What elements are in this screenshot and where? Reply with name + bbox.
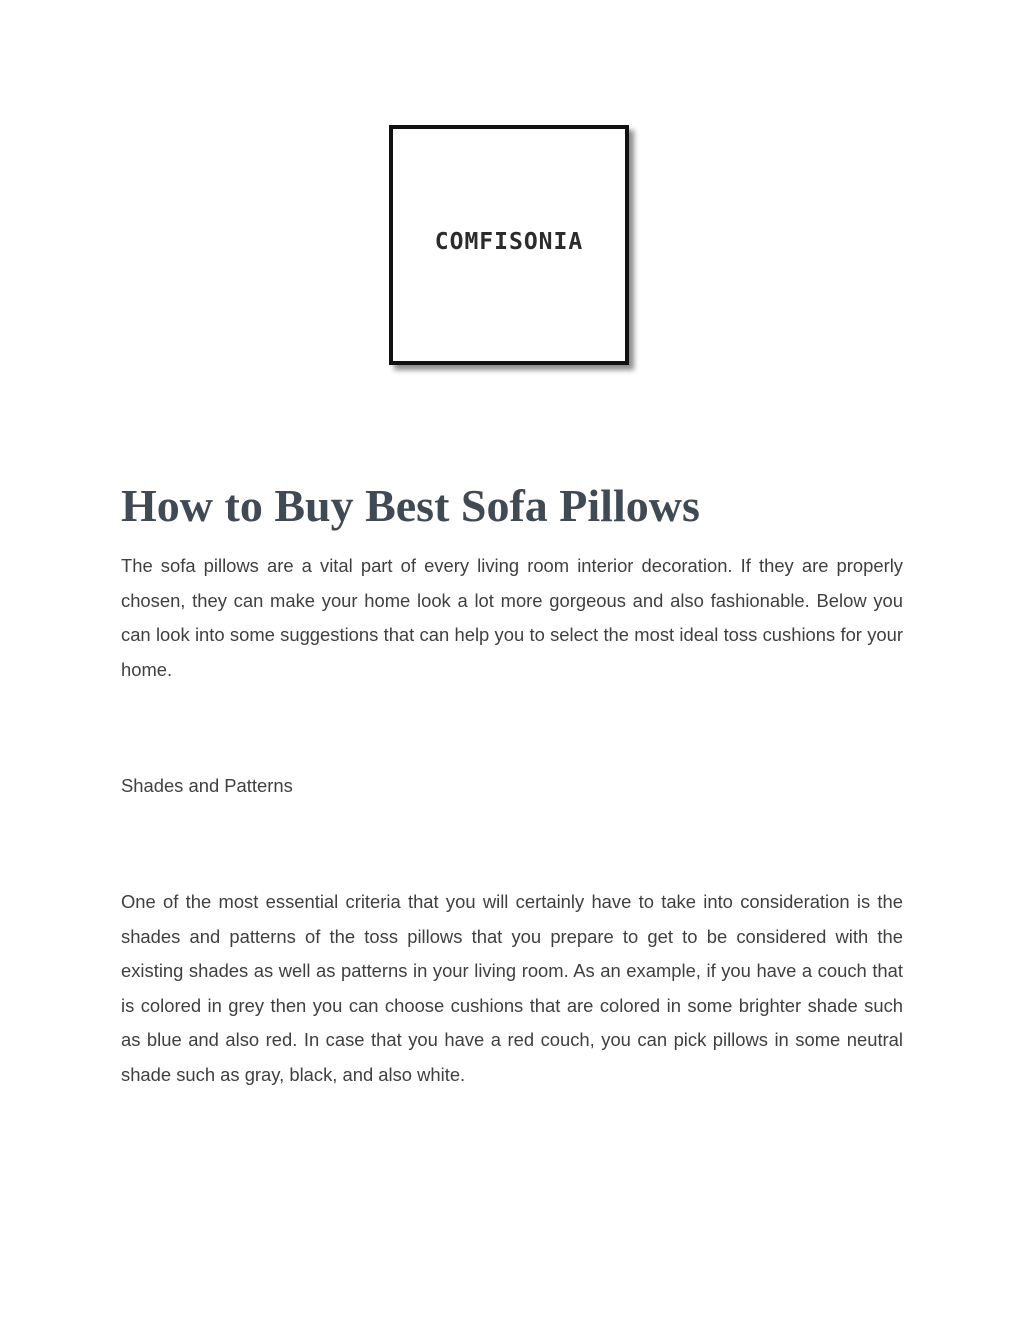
intro-paragraph: The sofa pillows are a vital part of every living room interior decoration. If they are properly chosen, they can make your home look a lot more gorgeous and also fashionable. Below you can look into some suggestions that can help you to select the most ideal toss cushions for your home. (121, 555, 903, 680)
brand-logo (389, 125, 629, 365)
brand-logo-text: COMFISONIA (434, 229, 584, 255)
section-paragraph: One of the most essential criteria that you will certainly have to take into consideration is the shades and patterns of the toss pillows that you prepare to get to be considered with the existing shades as well as patterns in your living room. As an example, if you have a couch that is colored in grey then you can choose cushions that are colored in some brighter shade such as blue and also red. In case that you have a red couch, you can pick pillows in some neutral shade such as gray, black, and also white. (121, 891, 903, 1085)
article-title: How to Buy Best Sofa Pillows (121, 480, 700, 531)
section-heading: Shades and Patterns (121, 775, 293, 796)
